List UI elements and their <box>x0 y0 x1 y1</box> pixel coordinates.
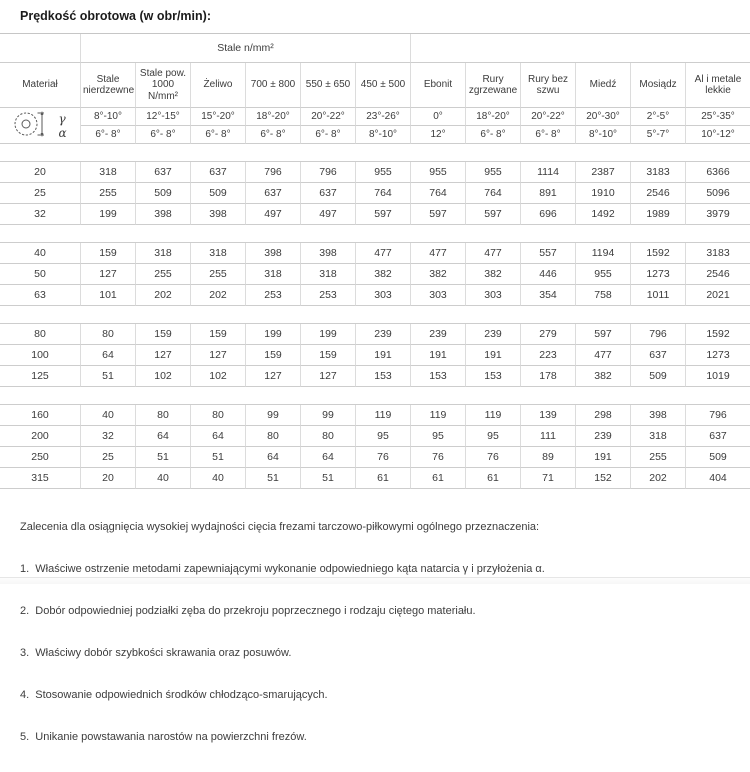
speed-value-cell: 955 <box>411 162 466 183</box>
page-title: Prędkość obrotowa (w obr/min): <box>20 9 211 23</box>
speed-value-cell: 102 <box>191 366 246 387</box>
column-header-cell: Rury zgrzewane <box>466 63 521 108</box>
speed-value-cell: 318 <box>301 264 356 285</box>
speed-value-cell: 25 <box>81 447 136 468</box>
speed-value-cell: 1592 <box>631 243 686 264</box>
column-header-cell: Stale nierdzewne <box>81 63 136 108</box>
speed-value-cell: 127 <box>301 366 356 387</box>
speed-value-cell: 127 <box>136 345 191 366</box>
speed-value-cell: 191 <box>576 447 631 468</box>
speed-value-cell: 51 <box>191 447 246 468</box>
speed-value-cell: 239 <box>466 324 521 345</box>
column-header-cell: Ebonit <box>411 63 466 108</box>
speed-value-cell: 40 <box>136 468 191 489</box>
speed-value-cell: 318 <box>191 243 246 264</box>
speed-value-cell: 298 <box>576 405 631 426</box>
material-header-cell: Materiał <box>0 63 81 108</box>
material-diameter-cell: 32 <box>0 204 81 225</box>
speed-value-cell: 153 <box>411 366 466 387</box>
speed-value-cell: 111 <box>521 426 576 447</box>
speed-value-cell: 3183 <box>686 243 750 264</box>
speed-value-cell: 6366 <box>686 162 750 183</box>
gamma-symbol-label: γ <box>58 111 66 126</box>
material-diameter-cell: 80 <box>0 324 81 345</box>
speed-value-cell: 40 <box>81 405 136 426</box>
speed-value-cell: 255 <box>631 447 686 468</box>
speed-value-cell: 119 <box>411 405 466 426</box>
speed-value-cell: 446 <box>521 264 576 285</box>
speed-value-cell: 303 <box>356 285 411 306</box>
speed-value-cell: 382 <box>356 264 411 285</box>
speed-value-cell: 76 <box>356 447 411 468</box>
material-diameter-cell: 125 <box>0 366 81 387</box>
speed-value-cell: 1019 <box>686 366 750 387</box>
column-header-cell: 550 ± 650 <box>301 63 356 108</box>
steel-group-header: Stale n/mm² <box>81 34 411 63</box>
speed-value-cell: 159 <box>136 324 191 345</box>
speed-value-cell: 382 <box>466 264 521 285</box>
table-header <box>0 34 750 144</box>
speed-value-cell: 303 <box>411 285 466 306</box>
speed-value-cell: 99 <box>246 405 301 426</box>
group-gap-cell <box>0 144 750 162</box>
group-gap-row <box>0 387 750 405</box>
gamma-angle-cell: 12°-15° <box>136 108 191 126</box>
speed-value-cell: 477 <box>466 243 521 264</box>
speed-value-cell: 191 <box>411 345 466 366</box>
speed-value-cell: 255 <box>81 183 136 204</box>
speed-value-cell: 796 <box>301 162 356 183</box>
speed-value-cell: 127 <box>81 264 136 285</box>
speed-value-cell: 1194 <box>576 243 631 264</box>
speed-value-cell: 64 <box>301 447 356 468</box>
alpha-symbol-label: α <box>58 125 67 140</box>
speed-value-cell: 3979 <box>686 204 750 225</box>
speed-value-cell: 398 <box>301 243 356 264</box>
material-diameter-cell: 200 <box>0 426 81 447</box>
speed-value-cell: 637 <box>631 345 686 366</box>
speed-value-cell: 20 <box>81 468 136 489</box>
speed-value-cell: 398 <box>631 405 686 426</box>
speed-value-cell: 152 <box>576 468 631 489</box>
speed-value-cell: 477 <box>576 345 631 366</box>
speed-value-cell: 127 <box>191 345 246 366</box>
gamma-angle-cell: 0° <box>411 108 466 126</box>
speed-value-cell: 509 <box>191 183 246 204</box>
speed-value-cell: 477 <box>356 243 411 264</box>
speed-value-cell: 159 <box>301 345 356 366</box>
column-header-cell: Rury bez szwu <box>521 63 576 108</box>
speed-value-cell: 764 <box>411 183 466 204</box>
material-diameter-cell: 63 <box>0 285 81 306</box>
speed-value-cell: 955 <box>466 162 521 183</box>
material-diameter-cell: 50 <box>0 264 81 285</box>
speed-value-cell: 40 <box>191 468 246 489</box>
speed-value-cell: 2387 <box>576 162 631 183</box>
table-row <box>0 468 750 489</box>
speed-value-cell: 1273 <box>631 264 686 285</box>
speed-value-cell: 199 <box>301 324 356 345</box>
speed-value-cell: 1910 <box>576 183 631 204</box>
column-header-cell: 450 ± 500 <box>356 63 411 108</box>
speed-value-cell: 95 <box>411 426 466 447</box>
table-body <box>0 144 750 489</box>
speed-value-cell: 51 <box>301 468 356 489</box>
speed-value-cell: 557 <box>521 243 576 264</box>
speed-value-cell: 80 <box>136 405 191 426</box>
speed-value-cell: 2546 <box>686 264 750 285</box>
gamma-angle-cell: 23°-26° <box>356 108 411 126</box>
gamma-angle-cell: 20°-22° <box>521 108 576 126</box>
table-row <box>0 324 750 345</box>
speed-value-cell: 32 <box>81 426 136 447</box>
speed-value-cell: 202 <box>631 468 686 489</box>
gamma-angle-cell: 25°-35° <box>686 108 750 126</box>
speed-value-cell: 191 <box>466 345 521 366</box>
table-row <box>0 366 750 387</box>
speed-value-cell: 1592 <box>686 324 750 345</box>
speed-value-cell: 637 <box>686 426 750 447</box>
group-header-row <box>0 34 750 63</box>
column-header-row <box>0 63 750 108</box>
group-gap-cell <box>0 306 750 324</box>
speed-value-cell: 758 <box>576 285 631 306</box>
empty-corner-cell <box>0 34 81 63</box>
speed-value-cell: 255 <box>191 264 246 285</box>
alpha-angle-cell: 6°- 8° <box>136 126 191 144</box>
rotational-speed-table <box>0 33 750 489</box>
alpha-angle-cell: 12° <box>411 126 466 144</box>
speed-value-cell: 509 <box>631 366 686 387</box>
speed-value-cell: 95 <box>356 426 411 447</box>
speed-value-cell: 253 <box>246 285 301 306</box>
gamma-angle-row <box>0 108 750 126</box>
speed-value-cell: 95 <box>466 426 521 447</box>
speed-value-cell: 239 <box>356 324 411 345</box>
speed-value-cell: 80 <box>191 405 246 426</box>
speed-value-cell: 3183 <box>631 162 686 183</box>
speed-value-cell: 159 <box>81 243 136 264</box>
recommendations-intro: Zalecenia dla osiągnięcia wysokiej wydajności cięcia frezami tarczowo-piłkowymi ogólnego przeznaczenia: <box>20 521 540 533</box>
speed-value-cell: 153 <box>466 366 521 387</box>
speed-value-cell: 80 <box>301 426 356 447</box>
table-row <box>0 426 750 447</box>
speed-value-cell: 2021 <box>686 285 750 306</box>
alpha-angle-cell: 8°-10° <box>576 126 631 144</box>
column-header-cell: Żeliwo <box>191 63 246 108</box>
speed-value-cell: 279 <box>521 324 576 345</box>
saw-blade-diameter-icon <box>13 109 53 143</box>
speed-value-cell: 119 <box>356 405 411 426</box>
speed-value-cell: 153 <box>356 366 411 387</box>
speed-value-cell: 99 <box>301 405 356 426</box>
speed-value-cell: 796 <box>631 324 686 345</box>
speed-value-cell: 382 <box>411 264 466 285</box>
speed-value-cell: 61 <box>411 468 466 489</box>
speed-value-cell: 71 <box>521 468 576 489</box>
speed-value-cell: 398 <box>136 204 191 225</box>
speed-value-cell: 76 <box>411 447 466 468</box>
material-diameter-cell: 25 <box>0 183 81 204</box>
speed-value-cell: 637 <box>246 183 301 204</box>
speed-value-cell: 637 <box>191 162 246 183</box>
recommendations-section <box>0 492 750 772</box>
speed-value-cell: 796 <box>686 405 750 426</box>
gamma-angle-cell: 18°-20° <box>466 108 521 126</box>
speed-value-cell: 199 <box>81 204 136 225</box>
speed-value-cell: 2546 <box>631 183 686 204</box>
alpha-angle-cell: 6°- 8° <box>521 126 576 144</box>
table-row <box>0 405 750 426</box>
table-row <box>0 204 750 225</box>
speed-value-cell: 318 <box>81 162 136 183</box>
speed-value-cell: 64 <box>81 345 136 366</box>
speed-value-cell: 497 <box>246 204 301 225</box>
speed-value-cell: 5096 <box>686 183 750 204</box>
material-diameter-cell: 40 <box>0 243 81 264</box>
alpha-angle-cell: 8°-10° <box>356 126 411 144</box>
material-symbol-cell <box>0 108 81 144</box>
speed-value-cell: 159 <box>191 324 246 345</box>
column-header-cell: Mosiądz <box>631 63 686 108</box>
recommendation-item: 1. Właściwe ostrzenie metodami zapewniającymi wykonanie odpowiedniego kąta natarcia γ i przyłożenia α. <box>20 563 545 575</box>
table-row <box>0 447 750 468</box>
speed-value-cell: 64 <box>246 447 301 468</box>
speed-value-cell: 764 <box>466 183 521 204</box>
speed-value-cell: 597 <box>411 204 466 225</box>
speed-value-cell: 509 <box>136 183 191 204</box>
speed-value-cell: 178 <box>521 366 576 387</box>
speed-value-cell: 202 <box>136 285 191 306</box>
speed-value-cell: 202 <box>191 285 246 306</box>
recommendation-item: 2. Dobór odpowiedniej podziałki zęba do przekroju poprzecznego i rodzaju ciętego materiału. <box>20 605 476 617</box>
speed-value-cell: 497 <box>301 204 356 225</box>
recommendation-item: 5. Unikanie powstawania narostów na powierzchni frezów. <box>20 731 307 743</box>
speed-value-cell: 199 <box>246 324 301 345</box>
speed-value-cell: 51 <box>81 366 136 387</box>
speed-value-cell: 89 <box>521 447 576 468</box>
speed-value-cell: 1114 <box>521 162 576 183</box>
table-row <box>0 345 750 366</box>
speed-value-cell: 119 <box>466 405 521 426</box>
speed-value-cell: 80 <box>81 324 136 345</box>
gamma-angle-cell: 2°-5° <box>631 108 686 126</box>
speed-value-cell: 1011 <box>631 285 686 306</box>
speed-value-cell: 404 <box>686 468 750 489</box>
speed-value-cell: 223 <box>521 345 576 366</box>
speed-value-cell: 239 <box>576 426 631 447</box>
alpha-angle-cell: 6°- 8° <box>466 126 521 144</box>
speed-value-cell: 101 <box>81 285 136 306</box>
speed-value-cell: 509 <box>686 447 750 468</box>
speed-value-cell: 398 <box>191 204 246 225</box>
bottom-divider <box>0 577 750 584</box>
speed-value-cell: 61 <box>466 468 521 489</box>
speed-value-cell: 127 <box>246 366 301 387</box>
speed-value-cell: 955 <box>356 162 411 183</box>
empty-group-cell <box>411 34 750 63</box>
speed-value-cell: 318 <box>136 243 191 264</box>
gamma-angle-cell: 8°-10° <box>81 108 136 126</box>
speed-value-cell: 796 <box>246 162 301 183</box>
speed-value-cell: 318 <box>631 426 686 447</box>
speed-value-cell: 191 <box>356 345 411 366</box>
speed-value-cell: 61 <box>356 468 411 489</box>
group-gap-cell <box>0 387 750 405</box>
gamma-angle-cell: 15°-20° <box>191 108 246 126</box>
table-row <box>0 183 750 204</box>
group-gap-row <box>0 225 750 243</box>
speed-value-cell: 597 <box>356 204 411 225</box>
group-gap-row <box>0 306 750 324</box>
gamma-angle-cell: 20°-30° <box>576 108 631 126</box>
speed-value-cell: 398 <box>246 243 301 264</box>
gamma-angle-cell: 20°-22° <box>301 108 356 126</box>
recommendation-item: 3. Właściwy dobór szybkości skrawania oraz posuwów. <box>20 647 292 659</box>
group-gap-row <box>0 144 750 162</box>
alpha-angle-cell: 10°-12° <box>686 126 750 144</box>
speed-value-cell: 1989 <box>631 204 686 225</box>
speed-value-cell: 303 <box>466 285 521 306</box>
speed-value-cell: 64 <box>191 426 246 447</box>
speed-value-cell: 80 <box>246 426 301 447</box>
recommendation-item: 4. Stosowanie odpowiednich środków chłodząco-smarujących. <box>20 689 328 701</box>
speed-value-cell: 255 <box>136 264 191 285</box>
speed-value-cell: 253 <box>301 285 356 306</box>
speed-value-cell: 637 <box>136 162 191 183</box>
column-header-cell: Miedź <box>576 63 631 108</box>
speed-value-cell: 76 <box>466 447 521 468</box>
speed-value-cell: 159 <box>246 345 301 366</box>
material-diameter-cell: 250 <box>0 447 81 468</box>
speed-value-cell: 51 <box>136 447 191 468</box>
speed-value-cell: 891 <box>521 183 576 204</box>
alpha-angle-cell: 6°- 8° <box>81 126 136 144</box>
column-header-cell: Stale pow. 1000 N/mm² <box>136 63 191 108</box>
speed-value-cell: 696 <box>521 204 576 225</box>
gamma-angle-cell: 18°-20° <box>246 108 301 126</box>
speed-value-cell: 51 <box>246 468 301 489</box>
speed-value-cell: 239 <box>411 324 466 345</box>
speed-value-cell: 1492 <box>576 204 631 225</box>
speed-value-cell: 764 <box>356 183 411 204</box>
alpha-angle-cell: 6°- 8° <box>191 126 246 144</box>
alpha-angle-cell: 5°-7° <box>631 126 686 144</box>
speed-value-cell: 354 <box>521 285 576 306</box>
table-row <box>0 264 750 285</box>
speed-value-cell: 102 <box>136 366 191 387</box>
speed-value-cell: 1273 <box>686 345 750 366</box>
speed-value-cell: 64 <box>136 426 191 447</box>
column-header-cell: Al i metale lekkie <box>686 63 750 108</box>
column-header-cell: 700 ± 800 <box>246 63 301 108</box>
speed-value-cell: 955 <box>576 264 631 285</box>
speed-value-cell: 597 <box>576 324 631 345</box>
speed-value-cell: 382 <box>576 366 631 387</box>
alpha-angle-cell: 6°- 8° <box>301 126 356 144</box>
speed-value-cell: 477 <box>411 243 466 264</box>
alpha-angle-cell: 6°- 8° <box>246 126 301 144</box>
material-diameter-cell: 315 <box>0 468 81 489</box>
speed-value-cell: 318 <box>246 264 301 285</box>
table-row <box>0 285 750 306</box>
material-diameter-cell: 100 <box>0 345 81 366</box>
table-row <box>0 162 750 183</box>
speed-value-cell: 597 <box>466 204 521 225</box>
speed-value-cell: 139 <box>521 405 576 426</box>
speed-value-cell: 637 <box>301 183 356 204</box>
material-diameter-cell: 20 <box>0 162 81 183</box>
material-diameter-cell: 160 <box>0 405 81 426</box>
alpha-angle-row <box>0 126 750 144</box>
group-gap-cell <box>0 225 750 243</box>
table-row <box>0 243 750 264</box>
